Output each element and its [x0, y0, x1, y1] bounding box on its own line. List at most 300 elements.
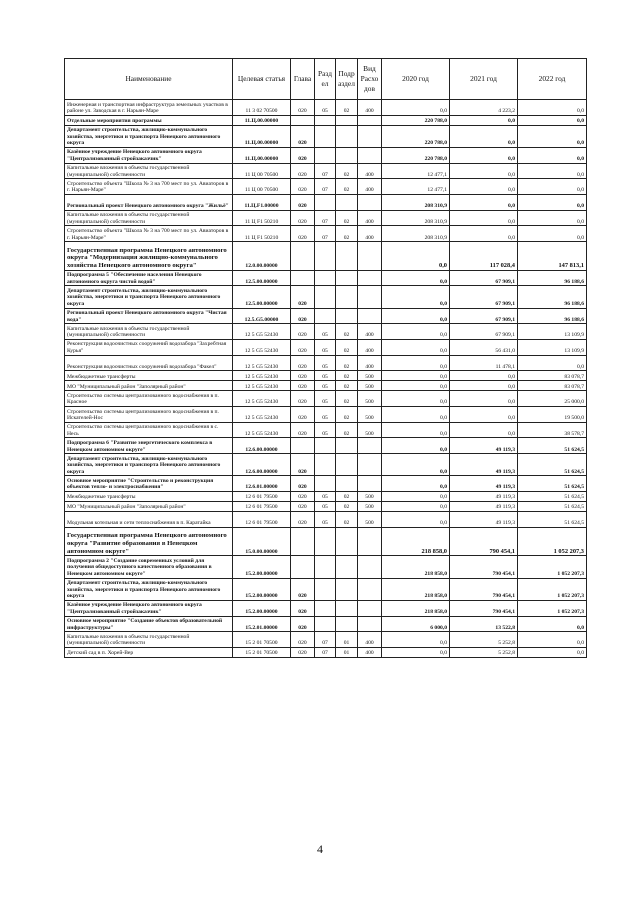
cell-podrazdel: 02	[336, 226, 358, 242]
cell-podrazdel	[336, 600, 358, 616]
cell-name: Строительство системы централизованного водоснабжения в п. Искателей-Нос	[65, 407, 233, 423]
cell-razdel: 07	[315, 163, 336, 179]
table-row	[65, 179, 587, 195]
cell-razdel: 05	[315, 339, 336, 355]
cell-name: Капитальные вложения в объекты государственной (муниципальной) собственности	[65, 210, 233, 226]
cell-name: Межбюджетные трансферты	[65, 492, 233, 502]
cell-2021: 117 028,4	[450, 242, 518, 271]
cell-2020: 0,0	[382, 476, 450, 492]
cell-vid	[358, 578, 382, 600]
table-row	[65, 632, 587, 648]
cell-2022: 0,0	[518, 163, 587, 179]
cell-podrazdel: 02	[336, 492, 358, 502]
cell-name: Детский сад в п. Хорей-Вер	[65, 647, 233, 657]
cell-razdel	[315, 616, 336, 632]
cell-podrazdel	[336, 438, 358, 454]
table-row	[65, 339, 587, 355]
cell-2021: 49 119,3	[450, 492, 518, 502]
cell-podrazdel	[336, 195, 358, 211]
cell-podrazdel	[336, 115, 358, 125]
cell-2021: 5 252,8	[450, 647, 518, 657]
cell-name: Подпрограмма 2 "Создание современных условий для получения общедоступного качественного образования в Ненецком автономном округе"	[65, 556, 233, 578]
cell-razdel	[315, 115, 336, 125]
cell-vid	[358, 115, 382, 125]
cell-2022: 83 078,7	[518, 381, 587, 391]
cell-razdel: 07	[315, 210, 336, 226]
cell-2022: 0,0	[518, 100, 587, 116]
cell-glava: 020	[291, 163, 315, 179]
cell-glava: 020	[291, 492, 315, 502]
cell-target-code: 12.5.00.00000	[233, 270, 291, 286]
cell-2021: 5 252,8	[450, 632, 518, 648]
cell-vid: 400	[358, 226, 382, 242]
cell-razdel: 05	[315, 391, 336, 407]
table-row	[65, 502, 587, 512]
cell-vid	[358, 556, 382, 578]
cell-vid	[358, 476, 382, 492]
cell-podrazdel	[336, 616, 358, 632]
cell-name: МО "Муниципальный район "Заполярный район"	[65, 381, 233, 391]
cell-name: Реконструкция водоочистных сооружений водозабора "Факел"	[65, 355, 233, 371]
cell-target-code: 11.Ц.00.00000	[233, 125, 291, 147]
cell-glava: 020	[291, 512, 315, 528]
cell-target-code: 12 6 01 79500	[233, 502, 291, 512]
cell-podrazdel	[336, 556, 358, 578]
cell-2021: 49 119,3	[450, 438, 518, 454]
cell-2021: 67 909,1	[450, 270, 518, 286]
cell-glava	[291, 242, 315, 271]
cell-target-code: 15.2.00.00000	[233, 578, 291, 600]
cell-podrazdel	[336, 270, 358, 286]
cell-razdel: 05	[315, 512, 336, 528]
cell-target-code: 12 5 G5 52430	[233, 324, 291, 340]
cell-glava: 020	[291, 308, 315, 324]
cell-razdel: 07	[315, 226, 336, 242]
cell-2020: 208 310,9	[382, 210, 450, 226]
cell-target-code: 12 5 G5 52430	[233, 407, 291, 423]
cell-target-code: 15.0.00.00000	[233, 527, 291, 556]
cell-2022: 147 813,1	[518, 242, 587, 271]
cell-razdel	[315, 527, 336, 556]
cell-2020: 218 858,0	[382, 600, 450, 616]
cell-vid: 500	[358, 407, 382, 423]
budget-table	[64, 58, 587, 658]
cell-razdel: 07	[315, 647, 336, 657]
cell-vid	[358, 270, 382, 286]
cell-glava: 020	[291, 286, 315, 308]
table-row	[65, 371, 587, 381]
cell-2020: 0,0	[382, 242, 450, 271]
cell-2021: 0,0	[450, 407, 518, 423]
cell-2022: 0,0	[518, 115, 587, 125]
cell-target-code: 11.Ц.F1.00000	[233, 195, 291, 211]
cell-2021: 0,0	[450, 163, 518, 179]
cell-vid: 500	[358, 371, 382, 381]
cell-2022: 0,0	[518, 147, 587, 163]
cell-2021: 67 909,1	[450, 286, 518, 308]
col-header-razdel: Разд ел	[315, 59, 336, 100]
cell-target-code: 12 5 G5 52430	[233, 355, 291, 371]
cell-name: Региональный проект Ненецкого автономного округа "Чистая вода"	[65, 308, 233, 324]
cell-razdel: 05	[315, 100, 336, 116]
cell-glava	[291, 527, 315, 556]
cell-2020: 0,0	[382, 512, 450, 528]
col-header-2022: 2022 год	[518, 59, 587, 100]
cell-name: Капитальные вложения в объекты государственной (муниципальной) собственности	[65, 632, 233, 648]
cell-glava: 020	[291, 422, 315, 438]
table-row	[65, 476, 587, 492]
cell-target-code: 15 2 01 70500	[233, 647, 291, 657]
table-row	[65, 556, 587, 578]
cell-target-code: 12 5 G5 52430	[233, 339, 291, 355]
cell-2022: 51 624,5	[518, 492, 587, 502]
cell-2020: 218 858,0	[382, 578, 450, 600]
cell-podrazdel	[336, 454, 358, 476]
cell-2022: 1 052 207,3	[518, 556, 587, 578]
cell-glava: 020	[291, 647, 315, 657]
cell-2020: 220 788,0	[382, 125, 450, 147]
cell-2022: 0,0	[518, 179, 587, 195]
cell-2021: 0,0	[450, 391, 518, 407]
cell-razdel: 05	[315, 355, 336, 371]
cell-2020: 0,0	[382, 381, 450, 391]
cell-2021: 49 119,3	[450, 476, 518, 492]
cell-2022: 0,0	[518, 647, 587, 657]
cell-razdel: 05	[315, 407, 336, 423]
table-row	[65, 600, 587, 616]
cell-2021: 0,0	[450, 179, 518, 195]
cell-glava: 020	[291, 210, 315, 226]
cell-vid	[358, 600, 382, 616]
cell-2022: 51 624,5	[518, 512, 587, 528]
cell-name: МО "Муниципальный район "Заполярный район"	[65, 502, 233, 512]
cell-razdel: 05	[315, 492, 336, 502]
cell-target-code: 12.6.00.00000	[233, 438, 291, 454]
cell-razdel	[315, 556, 336, 578]
cell-glava: 020	[291, 100, 315, 116]
cell-vid: 400	[358, 632, 382, 648]
cell-target-code: 12 5 G5 52430	[233, 371, 291, 381]
cell-vid	[358, 125, 382, 147]
cell-2020: 0,0	[382, 454, 450, 476]
cell-razdel: 07	[315, 179, 336, 195]
cell-podrazdel	[336, 578, 358, 600]
cell-vid: 500	[358, 512, 382, 528]
cell-2020: 208 310,9	[382, 226, 450, 242]
cell-name: Межбюджетные трансферты	[65, 371, 233, 381]
cell-podrazdel: 02	[336, 512, 358, 528]
cell-2021: 67 909,1	[450, 324, 518, 340]
cell-glava: 020	[291, 147, 315, 163]
cell-vid	[358, 147, 382, 163]
cell-2020: 0,0	[382, 286, 450, 308]
cell-podrazdel	[336, 476, 358, 492]
cell-target-code: 12.6.00.00000	[233, 454, 291, 476]
cell-vid: 400	[358, 179, 382, 195]
cell-2021: 49 119,3	[450, 502, 518, 512]
cell-razdel	[315, 270, 336, 286]
cell-target-code: 11 Ц 00 70500	[233, 163, 291, 179]
cell-2020: 6 000,0	[382, 616, 450, 632]
cell-name: Департамент строительства, жилищно-коммунального хозяйства, энергетики и транспорта Ненецкого автономного округа	[65, 454, 233, 476]
cell-vid: 400	[358, 339, 382, 355]
cell-name: Основное мероприятие "Создание объектов образовательной инфраструктуры"	[65, 616, 233, 632]
cell-2020: 12 477,1	[382, 163, 450, 179]
cell-razdel	[315, 195, 336, 211]
table-row	[65, 324, 587, 340]
table-header-row	[65, 59, 587, 100]
cell-vid	[358, 527, 382, 556]
cell-target-code: 12 5 G5 52430	[233, 381, 291, 391]
cell-name: Подпрограмма 5 "Обеспечение населения Ненецкого автономного округа чистой водой"	[65, 270, 233, 286]
cell-podrazdel: 02	[336, 210, 358, 226]
cell-vid	[358, 438, 382, 454]
cell-razdel: 05	[315, 381, 336, 391]
cell-podrazdel	[336, 286, 358, 308]
cell-2020: 0,0	[382, 492, 450, 502]
cell-2022: 96 188,6	[518, 308, 587, 324]
cell-target-code: 15.2.00.00000	[233, 600, 291, 616]
cell-glava: 020	[291, 616, 315, 632]
table-row	[65, 454, 587, 476]
cell-razdel: 05	[315, 502, 336, 512]
cell-name: Строительство объекта "Школа № 3 на 700 мест по ул. Авиаторов в г. Нарьян-Маре"	[65, 226, 233, 242]
cell-vid	[358, 454, 382, 476]
cell-2021: 0,0	[450, 422, 518, 438]
col-header-vid: Вид Расхо дов	[358, 59, 382, 100]
cell-vid: 400	[358, 100, 382, 116]
cell-name: Подпрограмма 6 "Развитие энергетического комплекса в Ненецком автономном округе"	[65, 438, 233, 454]
cell-2020: 0,0	[382, 100, 450, 116]
cell-podrazdel: 02	[336, 391, 358, 407]
cell-glava: 020	[291, 324, 315, 340]
cell-glava: 020	[291, 454, 315, 476]
table-row	[65, 391, 587, 407]
cell-2022: 51 624,5	[518, 454, 587, 476]
cell-name: Модульная котельная и сети теплоснабжения в п. Каратайка	[65, 512, 233, 528]
table-row	[65, 163, 587, 179]
cell-name: Государственная программа Ненецкого автономного округа "Модернизация жилищно-коммунального хозяйства Ненецкого автономного округа"	[65, 242, 233, 271]
cell-vid	[358, 286, 382, 308]
table-row	[65, 512, 587, 528]
cell-name: Департамент строительства, жилищно-коммунального хозяйства, энергетики и транспорта Ненецкого автономного округа	[65, 578, 233, 600]
cell-podrazdel: 02	[336, 422, 358, 438]
table-body	[65, 100, 587, 658]
cell-glava: 020	[291, 502, 315, 512]
cell-2022: 19 500,0	[518, 407, 587, 423]
cell-vid: 400	[358, 324, 382, 340]
cell-podrazdel	[336, 125, 358, 147]
cell-name: Казённое учреждение Ненецкого автономного округа "Централизованный стройзаказчик"	[65, 600, 233, 616]
cell-podrazdel	[336, 527, 358, 556]
cell-glava	[291, 438, 315, 454]
cell-vid: 500	[358, 502, 382, 512]
cell-podrazdel: 02	[336, 100, 358, 116]
cell-name: Департамент строительства, жилищно-коммунального хозяйства, энергетики и транспорта Ненецкого автономного округа	[65, 286, 233, 308]
cell-target-code: 12 6 01 79500	[233, 512, 291, 528]
cell-glava: 020	[291, 179, 315, 195]
cell-2021: 0,0	[450, 115, 518, 125]
col-header-2020: 2020 год	[382, 59, 450, 100]
table-row	[65, 115, 587, 125]
table-row	[65, 578, 587, 600]
cell-razdel	[315, 147, 336, 163]
cell-glava: 020	[291, 600, 315, 616]
cell-name: Отдельные мероприятия программы	[65, 115, 233, 125]
cell-glava: 020	[291, 195, 315, 211]
cell-2020: 0,0	[382, 355, 450, 371]
cell-vid	[358, 242, 382, 271]
cell-target-code: 15.2.00.00000	[233, 556, 291, 578]
cell-2022: 51 624,5	[518, 438, 587, 454]
cell-glava: 020	[291, 632, 315, 648]
cell-target-code: 11.Ц.00.00000	[233, 147, 291, 163]
cell-2021: 0,0	[450, 210, 518, 226]
cell-2022: 0,0	[518, 616, 587, 632]
cell-2020: 220 788,0	[382, 147, 450, 163]
cell-2021: 0,0	[450, 371, 518, 381]
cell-glava: 020	[291, 476, 315, 492]
cell-razdel	[315, 242, 336, 271]
cell-name: Основное мероприятие "Строительство и реконструкция объектов тепло- и электроснабжения"	[65, 476, 233, 492]
cell-2021: 790 454,1	[450, 527, 518, 556]
cell-2022: 25 000,0	[518, 391, 587, 407]
cell-2020: 0,0	[382, 371, 450, 381]
cell-name: Государственная программа Ненецкого автономного округа "Развитие образования в Ненецком автономном округе"	[65, 527, 233, 556]
cell-glava: 020	[291, 578, 315, 600]
cell-target-code: 12 6 01 79500	[233, 492, 291, 502]
col-header-2021: 2021 год	[450, 59, 518, 100]
cell-glava: 020	[291, 355, 315, 371]
cell-glava	[291, 270, 315, 286]
cell-podrazdel	[336, 308, 358, 324]
cell-podrazdel: 02	[336, 371, 358, 381]
cell-2022: 96 188,6	[518, 286, 587, 308]
cell-2022: 0,0	[518, 210, 587, 226]
cell-vid: 500	[358, 492, 382, 502]
cell-podrazdel: 02	[336, 324, 358, 340]
col-header-podrazdel: Подр аздел	[336, 59, 358, 100]
table-row	[65, 195, 587, 211]
cell-2022: 96 188,6	[518, 270, 587, 286]
cell-name: Инженерная и транспортная инфраструктура земельных участков в районе ул. Заводская в г. Нарьян-Маре	[65, 100, 233, 116]
cell-razdel	[315, 454, 336, 476]
table-row	[65, 616, 587, 632]
table-row	[65, 226, 587, 242]
table-row	[65, 492, 587, 502]
cell-podrazdel: 02	[336, 407, 358, 423]
page-number: 4	[317, 842, 323, 856]
cell-name: Региональный проект Ненецкого автономного округа "Жильё"	[65, 195, 233, 211]
cell-podrazdel	[336, 147, 358, 163]
cell-2020: 0,0	[382, 308, 450, 324]
cell-name: Строительство системы централизованного водоснабжения в с. Несь	[65, 422, 233, 438]
cell-2020: 218 858,0	[382, 527, 450, 556]
cell-2022: 0,0	[518, 632, 587, 648]
cell-razdel	[315, 438, 336, 454]
cell-vid: 400	[358, 355, 382, 371]
cell-name: Казённое учреждение Ненецкого автономного округа "Централизованный стройзаказчик"	[65, 147, 233, 163]
cell-2020: 0,0	[382, 647, 450, 657]
cell-2022: 1 052 207,3	[518, 527, 587, 556]
cell-podrazdel: 02	[336, 163, 358, 179]
cell-target-code: 12.5.00.00000	[233, 286, 291, 308]
table-row	[65, 270, 587, 286]
cell-podrazdel: 02	[336, 179, 358, 195]
table-row	[65, 210, 587, 226]
cell-razdel	[315, 286, 336, 308]
cell-podrazdel: 02	[336, 381, 358, 391]
cell-target-code: 11 Ц F1 50210	[233, 226, 291, 242]
cell-2020: 0,0	[382, 502, 450, 512]
table-row	[65, 100, 587, 116]
cell-glava	[291, 556, 315, 578]
cell-2022: 38 578,7	[518, 422, 587, 438]
cell-2020: 0,0	[382, 339, 450, 355]
col-header-name: Наименование	[65, 59, 233, 100]
cell-target-code: 12.0.00.00000	[233, 242, 291, 271]
cell-2020: 208 310,9	[382, 195, 450, 211]
cell-2021: 790 454,1	[450, 578, 518, 600]
table-row	[65, 355, 587, 371]
cell-2021: 11 478,1	[450, 355, 518, 371]
cell-podrazdel: 02	[336, 339, 358, 355]
cell-2021: 0,0	[450, 125, 518, 147]
cell-name: Строительство системы централизованного водоснабжения в п. Красное	[65, 391, 233, 407]
cell-target-code: 11 Ц F1 50210	[233, 210, 291, 226]
cell-2021: 67 909,1	[450, 308, 518, 324]
cell-2022: 1 052 207,3	[518, 578, 587, 600]
cell-glava: 020	[291, 125, 315, 147]
cell-2022: 13 109,9	[518, 324, 587, 340]
cell-2022: 0,0	[518, 355, 587, 371]
cell-target-code: 15.2.01.00000	[233, 616, 291, 632]
cell-2021: 790 454,1	[450, 556, 518, 578]
cell-glava	[291, 115, 315, 125]
cell-razdel	[315, 308, 336, 324]
cell-2022: 0,0	[518, 125, 587, 147]
cell-2022: 13 109,9	[518, 339, 587, 355]
cell-2021: 0,0	[450, 381, 518, 391]
cell-2020: 0,0	[382, 438, 450, 454]
table-row	[65, 381, 587, 391]
cell-2021: 4 223,2	[450, 100, 518, 116]
table-row	[65, 286, 587, 308]
cell-glava: 020	[291, 339, 315, 355]
cell-2020: 0,0	[382, 422, 450, 438]
cell-2022: 51 624,5	[518, 476, 587, 492]
cell-target-code: 12.6.01.00000	[233, 476, 291, 492]
col-header-target: Целевая статья	[233, 59, 291, 100]
table-row	[65, 527, 587, 556]
cell-name: Капитальные вложения в объекты государственной (муниципальной) собственности	[65, 163, 233, 179]
cell-glava: 020	[291, 391, 315, 407]
cell-podrazdel: 01	[336, 647, 358, 657]
cell-razdel	[315, 578, 336, 600]
table-row	[65, 308, 587, 324]
cell-podrazdel	[336, 242, 358, 271]
cell-2021: 0,0	[450, 195, 518, 211]
cell-2020: 0,0	[382, 324, 450, 340]
cell-2021: 13 522,8	[450, 616, 518, 632]
cell-vid: 500	[358, 422, 382, 438]
table-row	[65, 438, 587, 454]
cell-name: Капитальные вложения в объекты государственной (муниципальной) собственности	[65, 324, 233, 340]
cell-podrazdel: 02	[336, 355, 358, 371]
cell-glava: 020	[291, 381, 315, 391]
table-row	[65, 422, 587, 438]
cell-2022: 51 624,5	[518, 502, 587, 512]
